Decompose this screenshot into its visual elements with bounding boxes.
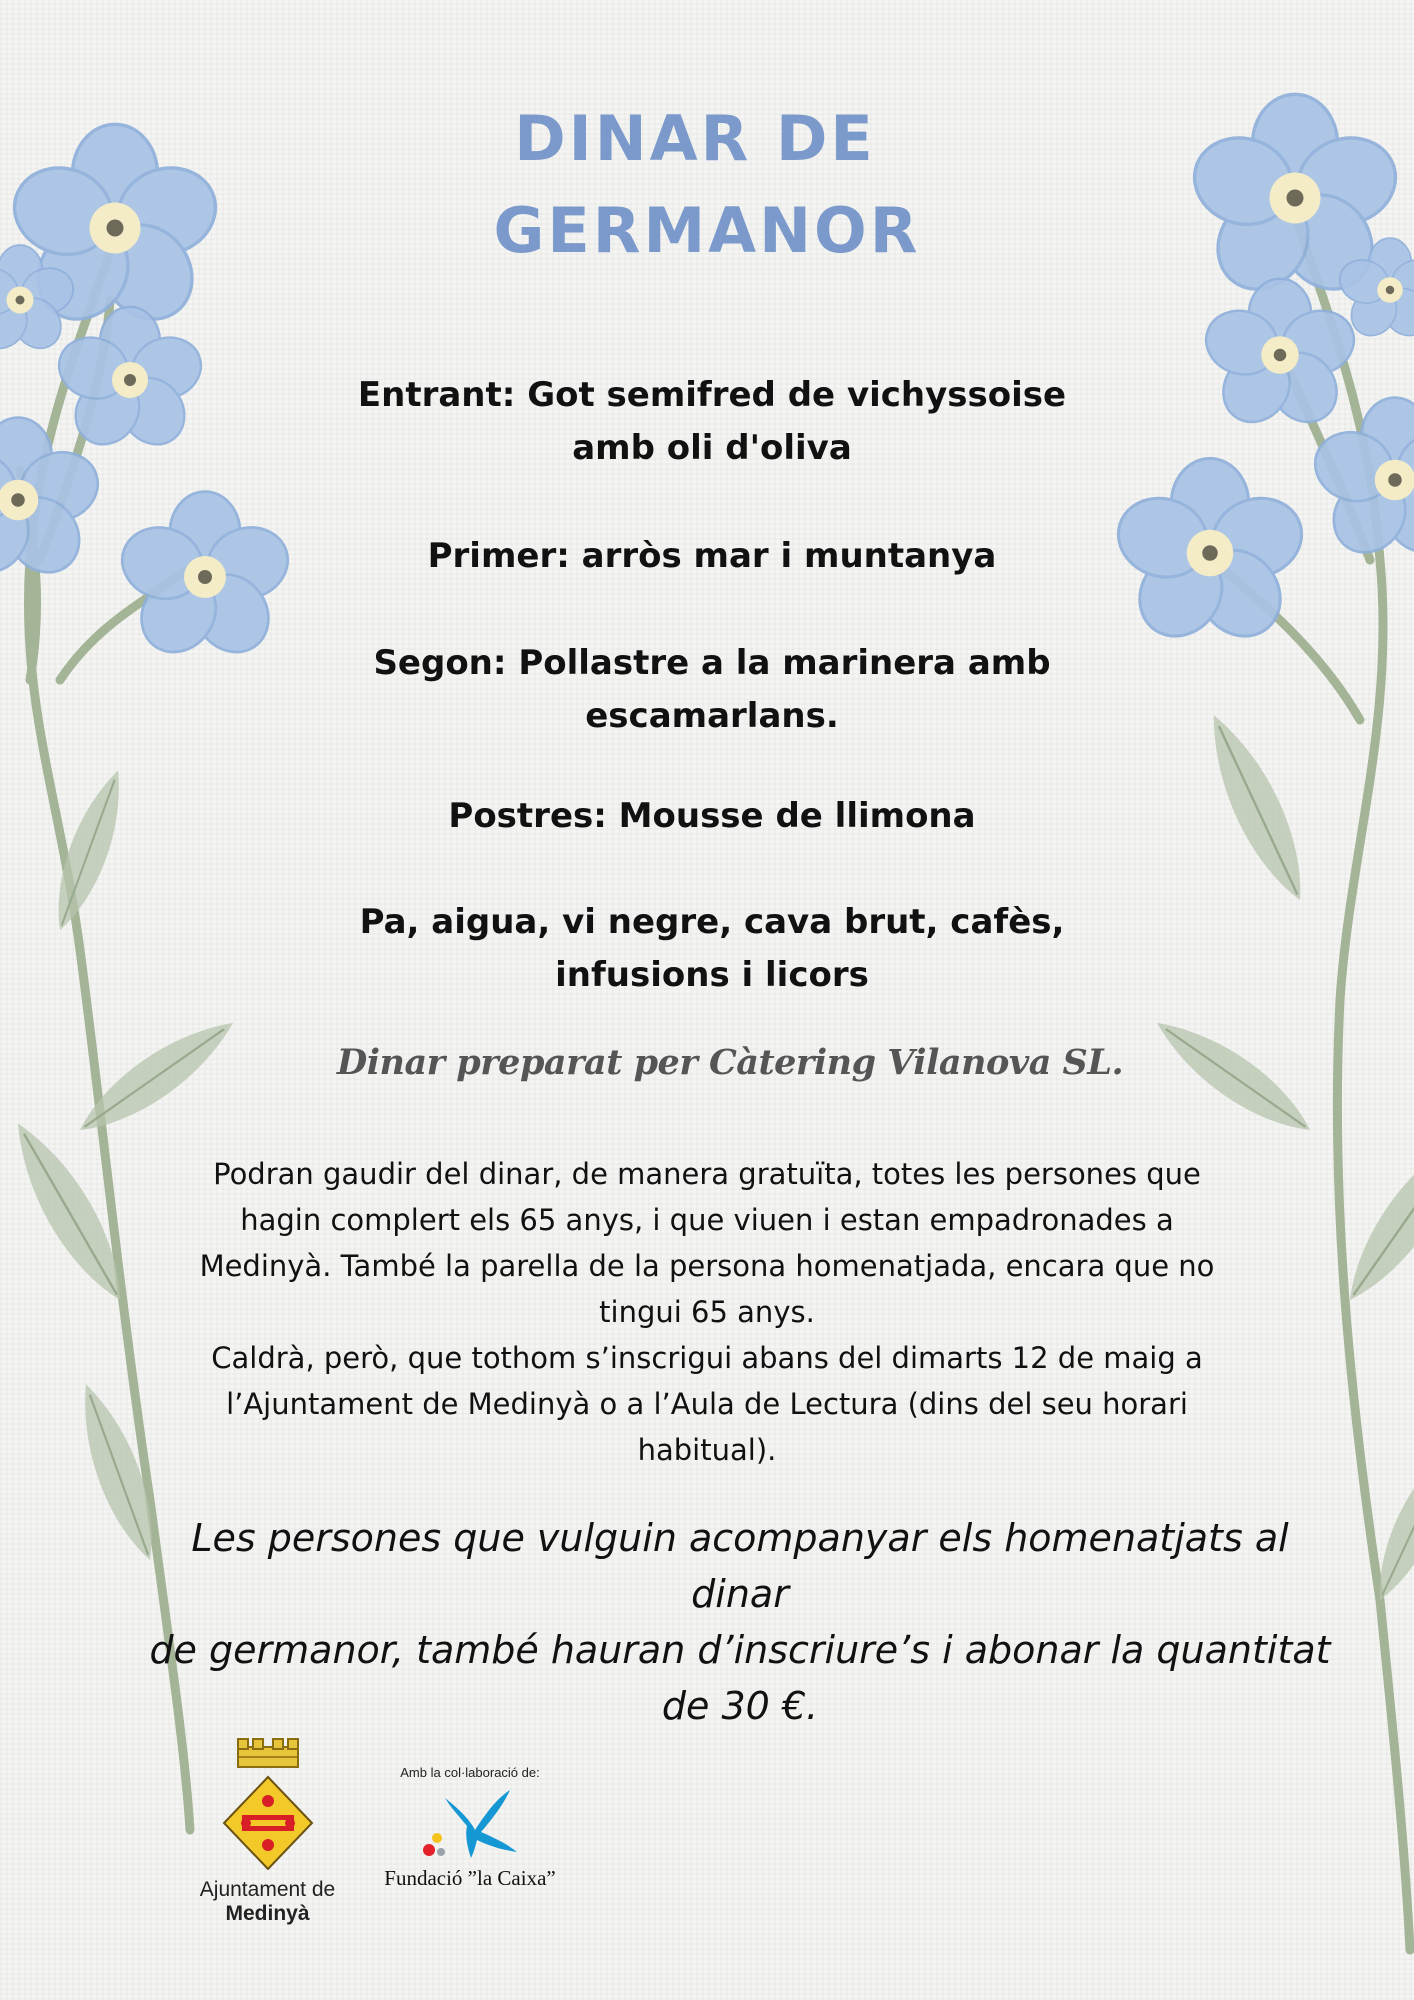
menu-postres: Postres: Mousse de llimona: [448, 796, 976, 836]
info-p2-line-2: l’Ajuntament de Medinyà o a l’Aula de Lectura (dins del seu horari: [226, 1387, 1188, 1421]
note-line-1: Les persones que vulguin acompanyar els homenatjats al dinar: [191, 1516, 1289, 1616]
menu-segon-line-1: Segon: Pollastre a la marinera amb: [373, 643, 1051, 683]
ajuntament-logo: [180, 1735, 355, 1926]
caixa-name: Fundació ”la Caixa”: [384, 1866, 556, 1890]
menu-entrant-line-1: Entrant: Got semifred de vichyssoise: [357, 375, 1067, 415]
collaboration-label: Amb la col·laboració de:: [400, 1765, 540, 1780]
title-line-2: GERMANOR: [493, 194, 921, 267]
info-p2-line-1: Caldrà, però, que tothom s’inscrigui abans del dimarts 12 de maig a: [211, 1341, 1203, 1375]
info-text: [140, 1151, 1274, 1473]
menu-segon-line-2: escamarlans.: [585, 696, 839, 736]
info-p1-line-1: Podran gaudir del dinar, de manera gratuïta, totes les persones que: [213, 1157, 1201, 1191]
caixa-logo: [370, 1765, 570, 1891]
menu-begudes-line-2: infusions i licors: [555, 955, 869, 995]
info-p2-line-3: habitual).: [637, 1433, 777, 1467]
companion-note: [140, 1510, 1340, 1734]
info-paragraph-1: [140, 1151, 1274, 1335]
menu-segon: [257, 637, 1167, 743]
ajuntament-name: Medinyà: [225, 1902, 310, 1925]
note-line-3: de 30 €.: [661, 1684, 819, 1728]
title-line-1: DINAR DE: [514, 102, 876, 175]
menu-entrant: [257, 369, 1167, 475]
menu-begudes-line-1: Pa, aigua, vi negre, cava brut, cafès,: [359, 902, 1065, 942]
info-p1-line-2: hagin complert els 65 anys, i que viuen i estan empadronades a: [240, 1203, 1174, 1237]
menu-entrant-line-2: amb oli d'oliva: [572, 428, 852, 468]
info-paragraph-2: [140, 1335, 1274, 1473]
note-line-2: de germanor, també hauran d’inscriure’s i abonar la quantitat: [149, 1628, 1331, 1672]
menu-begudes: [257, 896, 1167, 1002]
info-p1-line-4: tingui 65 anys.: [599, 1295, 815, 1329]
info-p1-line-3: Medinyà. També la parella de la persona homenatjada, encara que no: [199, 1249, 1215, 1283]
caixa-star-icon: [415, 1780, 525, 1860]
coat-of-arms-icon: [220, 1735, 316, 1870]
ajuntament-label: Ajuntament de: [199, 1878, 336, 1901]
catering-credit: Dinar preparat per Càtering Vilanova SL.: [336, 1042, 1124, 1083]
menu-primer: Primer: arròs mar i muntanya: [427, 536, 997, 576]
